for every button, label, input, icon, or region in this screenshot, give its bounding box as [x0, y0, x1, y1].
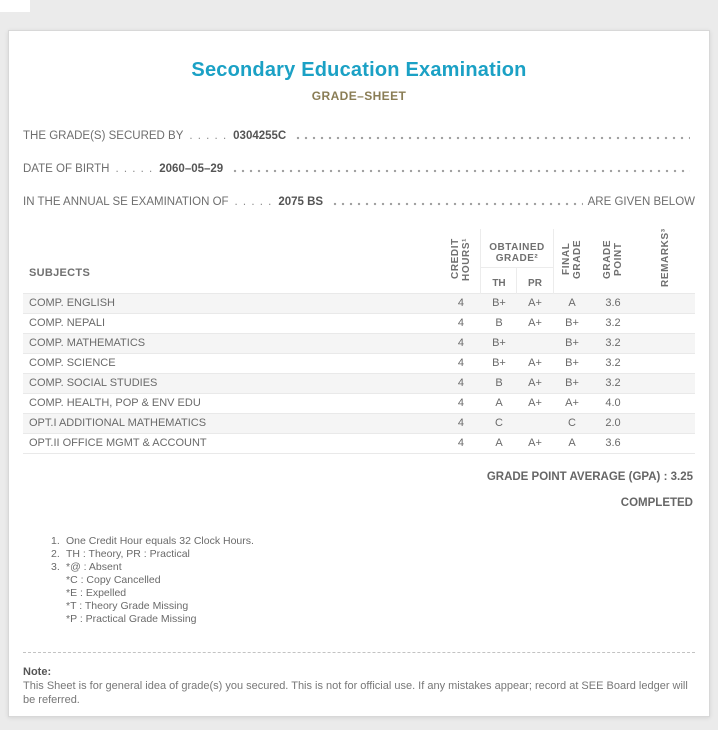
th-grade-cell: B — [495, 317, 503, 329]
info-line-examination-year — [23, 196, 695, 208]
leader-dots-fill — [331, 202, 583, 206]
grade-point-cell: 3.2 — [605, 337, 621, 349]
note-label: Note: — [23, 666, 52, 678]
table-row — [23, 394, 695, 414]
remarks-cell — [635, 374, 695, 394]
credit-hours-column-header — [441, 229, 481, 294]
pr-grade-cell: A+ — [528, 437, 542, 449]
info-line-date-of-birth — [23, 163, 695, 175]
footnote-subitem: *C : Copy Cancelled — [66, 574, 161, 586]
remarks-cell — [635, 414, 695, 434]
footnote-subitem: *E : Expelled — [66, 587, 127, 599]
final-grade-cell: A — [568, 437, 576, 449]
remarks-cell — [635, 434, 695, 454]
th-grade-cell: B+ — [492, 297, 506, 309]
subject-cell: COMP. NEPALI — [29, 317, 106, 329]
table-row — [23, 414, 695, 434]
pr-grade-cell: A+ — [528, 317, 542, 329]
table-row — [23, 374, 695, 394]
remarks-column-header — [635, 229, 695, 294]
grades-table-body — [23, 294, 695, 454]
table-row — [23, 434, 695, 454]
result-status: COMPLETED — [620, 497, 693, 509]
grade-point-cell: 3.6 — [605, 437, 621, 449]
practical-column-header: PR — [517, 268, 553, 294]
subject-cell: COMP. ENGLISH — [29, 297, 115, 309]
subject-cell: COMP. HEALTH, POP & ENV EDU — [29, 397, 201, 409]
subject-cell: COMP. SOCIAL STUDIES — [29, 377, 158, 389]
leader-dots: . . . . . — [189, 130, 228, 142]
pr-grade-cell — [517, 414, 553, 434]
grade-point-cell: 2.0 — [605, 417, 621, 429]
credit-cell: 4 — [457, 297, 465, 309]
leader-dots-fill — [294, 136, 690, 140]
subject-cell: COMP. SCIENCE — [29, 357, 116, 369]
remarks-label: REMARKS³ — [659, 228, 671, 287]
footnote-subitem: *P : Practical Grade Missing — [66, 613, 197, 625]
grades-table — [23, 229, 695, 454]
footnote-item — [51, 548, 695, 561]
info-line-secured-by — [23, 130, 695, 142]
grade-point-column-header — [591, 229, 635, 294]
are-given-below-label: ARE GIVEN BELOW — [587, 196, 695, 208]
footnote-subitem: *T : Theory Grade Missing — [66, 600, 189, 612]
subject-cell: COMP. MATHEMATICS — [29, 337, 146, 349]
footnote-text: One Credit Hour equals 32 Clock Hours. — [66, 535, 254, 547]
table-row — [23, 354, 695, 374]
dashed-divider — [23, 652, 695, 653]
grade-sheet-card — [8, 30, 710, 717]
leader-dots-fill — [231, 169, 690, 173]
remarks-cell — [635, 354, 695, 374]
grade-point-cell: 3.2 — [605, 357, 621, 369]
table-row — [23, 294, 695, 314]
th-grade-cell: B — [495, 377, 503, 389]
obtained-grade-column-header: OBTAINED GRADE² — [481, 229, 553, 268]
footnote-text: *@ : Absent — [66, 561, 122, 573]
symbol-number-value: 0304255C — [233, 130, 287, 142]
theory-column-header: TH — [481, 268, 517, 294]
footnote-text: TH : Theory, PR : Practical — [66, 548, 190, 560]
remarks-cell — [635, 314, 695, 334]
subject-cell: OPT.II OFFICE MGMT & ACCOUNT — [29, 437, 207, 449]
grade-point-label: GRADE POINT — [602, 239, 624, 279]
secured-by-label: THE GRADE(S) SECURED BY — [23, 130, 184, 142]
date-of-birth-label: DATE OF BIRTH — [23, 163, 110, 175]
th-grade-cell: A — [495, 437, 503, 449]
footnote-number: 1. — [51, 535, 60, 547]
pr-grade-cell — [517, 334, 553, 354]
table-row — [23, 314, 695, 334]
table-row — [23, 334, 695, 354]
gpa-summary: GRADE POINT AVERAGE (GPA) : 3.25 — [486, 471, 693, 483]
final-grade-cell: B+ — [565, 337, 579, 349]
th-grade-cell: B+ — [492, 357, 506, 369]
pr-grade-cell: A+ — [528, 357, 542, 369]
credit-cell: 4 — [457, 337, 465, 349]
note-section — [23, 666, 695, 707]
th-grade-cell: B+ — [492, 337, 506, 349]
final-grade-cell: B+ — [565, 377, 579, 389]
credit-cell: 4 — [457, 397, 465, 409]
subjects-column-header: SUBJECTS — [29, 267, 91, 279]
footnotes — [51, 535, 695, 626]
final-grade-column-header — [553, 229, 591, 294]
credit-cell: 4 — [457, 437, 465, 449]
grade-point-cell: 3.2 — [605, 317, 621, 329]
footnote-number: 3. — [51, 561, 60, 573]
grades-table-header — [23, 229, 695, 294]
page-subtitle: GRADE–SHEET — [311, 89, 407, 103]
remarks-cell — [635, 394, 695, 414]
remarks-cell — [635, 294, 695, 314]
footnote-number: 2. — [51, 548, 60, 560]
page-corner-artifact — [0, 0, 30, 12]
pr-grade-cell: A+ — [528, 297, 542, 309]
date-of-birth-value: 2060–05–29 — [159, 163, 224, 175]
credit-cell: 4 — [457, 417, 465, 429]
credit-hours-label: CREDIT HOURS¹ — [449, 237, 472, 281]
remarks-cell — [635, 334, 695, 354]
grade-point-cell: 4.0 — [605, 397, 621, 409]
th-grade-cell: A — [495, 397, 503, 409]
footnote-item — [51, 535, 695, 548]
leader-dots: . . . . . — [234, 196, 273, 208]
pr-grade-cell: A+ — [528, 377, 542, 389]
final-grade-cell: A — [568, 297, 576, 309]
subject-cell: OPT.I ADDITIONAL MATHEMATICS — [29, 417, 207, 429]
note-text: This Sheet is for general idea of grade(s) you secured. This is not for official use. If any mistakes appear; record at SEE Board ledger will be referred. — [23, 680, 688, 706]
footnote-item — [51, 561, 695, 574]
examination-year-value: 2075 BS — [278, 196, 324, 208]
final-grade-cell: B+ — [565, 357, 579, 369]
final-grade-cell: A+ — [565, 397, 579, 409]
grade-point-cell: 3.6 — [605, 297, 621, 309]
final-grade-label: FINAL GRADE — [561, 239, 584, 279]
page-title: Secondary Education Examination — [191, 59, 527, 81]
pr-grade-cell: A+ — [528, 397, 542, 409]
final-grade-cell: B+ — [565, 317, 579, 329]
leader-dots: . . . . . — [115, 163, 154, 175]
info-lines — [23, 130, 695, 208]
credit-cell: 4 — [457, 357, 465, 369]
grade-point-cell: 3.2 — [605, 377, 621, 389]
credit-cell: 4 — [457, 377, 465, 389]
examination-label: IN THE ANNUAL SE EXAMINATION OF — [23, 196, 229, 208]
final-grade-cell: C — [568, 417, 576, 429]
th-grade-cell: C — [495, 417, 503, 429]
credit-cell: 4 — [457, 317, 465, 329]
